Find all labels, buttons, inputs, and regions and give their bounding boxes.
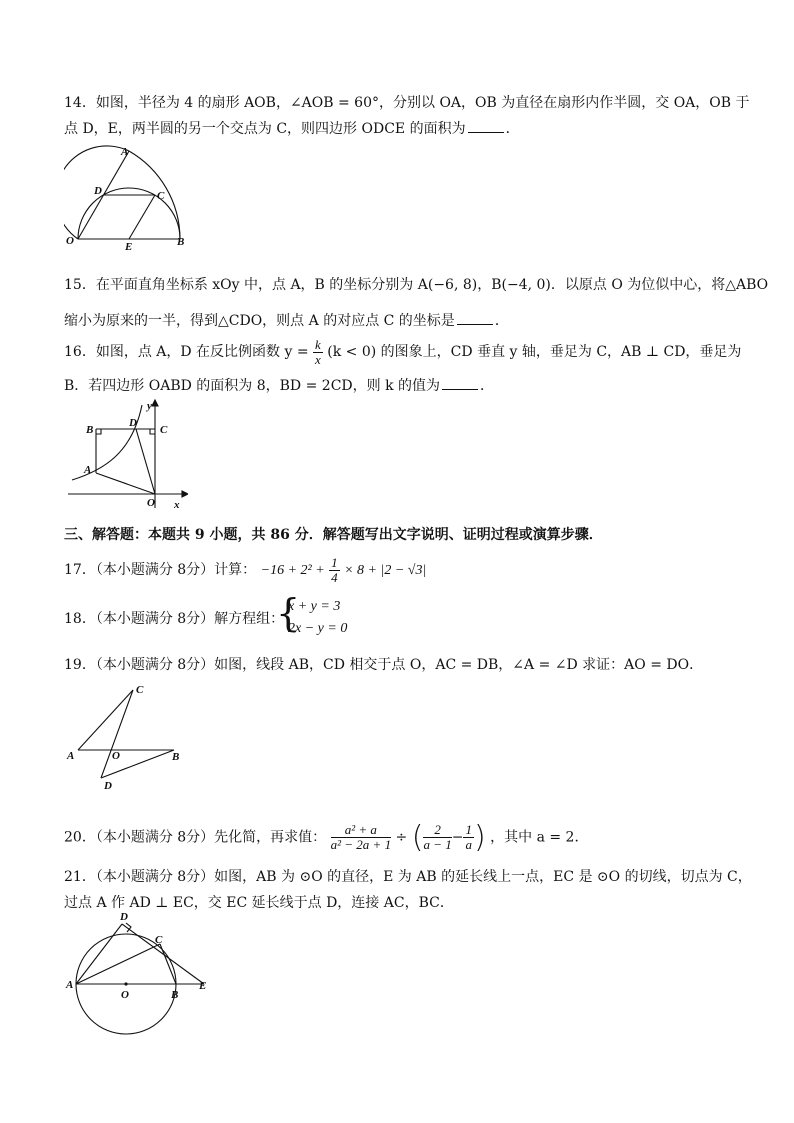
label-C: C [157, 190, 165, 202]
q15-line1: 15．在平面直角坐标系 xOy 中，点 A，B 的坐标分别为 A(−6, 8)，B(−4, 0)．以原点 O 为位似中心，将△ABO [64, 277, 769, 293]
frac-denominator: a² − 2a + 1 [330, 837, 392, 852]
label-O: O [112, 750, 120, 762]
q15-line2-end: ． [494, 313, 509, 329]
answer-blank [468, 131, 504, 133]
q16-figure [64, 398, 188, 510]
q14-figure [64, 144, 194, 250]
label-B: B [172, 751, 180, 763]
q14-line2-end: ． [505, 121, 520, 137]
q15-line2-text: 缩小为原来的一半，得到△CDO，则点 A 的对应点 C 的坐标是 [64, 313, 455, 329]
q21-line1: 21．（本小题满分 8分）如图，AB 为 ⊙O 的直径，E 为 AB 的延长线上一点，EC 是 ⊙O 的切线，切点为 C， [64, 869, 752, 885]
q16-fraction [313, 338, 323, 366]
label-B: B [86, 424, 94, 436]
q17-expr-b: × 8 + |2 − √3| [344, 563, 427, 579]
left-paren: ( [411, 820, 424, 855]
q16-text-a: 16．如图，点 A，D 在反比例函数 y = [64, 344, 309, 361]
q17-expr-a: −16 + 2² + [260, 563, 325, 579]
q18-line [64, 608, 754, 628]
label-C: C [136, 684, 144, 696]
label-B: B [177, 236, 185, 248]
frac-denominator: x [315, 351, 321, 367]
q21-line2: 过点 A 作 AD ⊥ EC，交 EC 延长线于点 D，连接 AC，BC． [64, 895, 454, 911]
q16-line2-text: B．若四边形 OABD 的面积为 8，BD = 2CD，则 k 的值为 [64, 378, 441, 394]
q15-line2 [64, 310, 754, 330]
label-B: B [171, 989, 179, 1001]
q14-line1: 14．如图，半径为 4 的扇形 AOB，∠AOB = 60°，分别以 OA，OB 为直径在扇形内作半圆，交 OA，OB 于 [64, 95, 750, 111]
q20-fraction-1 [331, 823, 391, 851]
frac-numerator: 1 [331, 555, 338, 570]
answer-blank [457, 323, 493, 325]
label-D: D [120, 911, 128, 923]
q18-eq2: 2x − y = 0 [288, 621, 348, 636]
q20-div: ÷ [395, 829, 408, 846]
right-paren: ) [473, 820, 486, 855]
frac-numerator: 2 [423, 823, 451, 838]
answer-blank [442, 388, 478, 390]
label-C: C [155, 934, 163, 946]
q20-line [64, 820, 754, 855]
q17-line [64, 556, 754, 584]
q19-line: 19．（本小题满分 8分）如图，线段 AB，CD 相交于点 O，AC = DB，∠A = ∠D 求证：AO = DO． [64, 657, 704, 673]
q20-tail: ，其中 a = 2． [490, 829, 589, 846]
label-O: O [121, 989, 129, 1001]
section-heading: 三、解答题：本题共 9 小题，共 86 分．解答题写出文字说明、证明过程或演算步骤． [64, 527, 603, 543]
q14-line2-text: 点 D，E，两半圆的另一个交点为 C，则四边形 ODCE 的面积为 [64, 121, 466, 137]
q18-system [276, 591, 348, 640]
label-D: D [129, 417, 137, 429]
q18-text: 18．（本小题满分 8分）解方程组： [64, 611, 285, 627]
label-A: A [121, 146, 129, 158]
frac-numerator: k [315, 337, 321, 352]
label-A: A [67, 750, 75, 762]
label-D: D [104, 780, 112, 792]
q17-fraction [329, 556, 340, 584]
q16-line2 [64, 375, 754, 395]
label-E: E [199, 980, 207, 992]
frac-denominator: 4 [331, 569, 338, 585]
label-y: y [147, 400, 152, 412]
label-D: D [94, 185, 102, 197]
label-E: E [125, 241, 133, 250]
q19-figure [64, 680, 194, 792]
q20-text: 20．（本小题满分 8分）先化简，再求值： [64, 829, 327, 846]
q17-text: 17．（本小题满分 8分）计算： [64, 562, 257, 579]
q20-minus: − [451, 829, 464, 846]
frac-numerator: 1 [465, 822, 472, 838]
q18-eq1: x + y = 3 [288, 599, 341, 614]
frac-denominator: a [465, 837, 472, 852]
label-O: O [66, 235, 74, 247]
q16-line1 [64, 338, 754, 366]
q16-text-b: (k < 0) 的图象上，CD 垂直 y 轴，垂足为 C，AB ⊥ CD，垂足为 [327, 344, 742, 361]
frac-denominator: a − 1 [423, 837, 452, 852]
q20-fraction-3 [463, 823, 474, 851]
label-C: C [160, 424, 168, 436]
label-A: A [84, 464, 92, 476]
frac-numerator: a² + a [331, 823, 391, 838]
q16-line2-end: ． [480, 378, 495, 394]
q20-fraction-2 [423, 823, 451, 851]
q14-line2 [64, 118, 754, 138]
brace-icon: { [276, 591, 301, 635]
label-A: A [66, 979, 74, 991]
label-O: O [147, 497, 155, 509]
q21-figure [64, 908, 224, 1036]
label-x: x [174, 499, 180, 510]
